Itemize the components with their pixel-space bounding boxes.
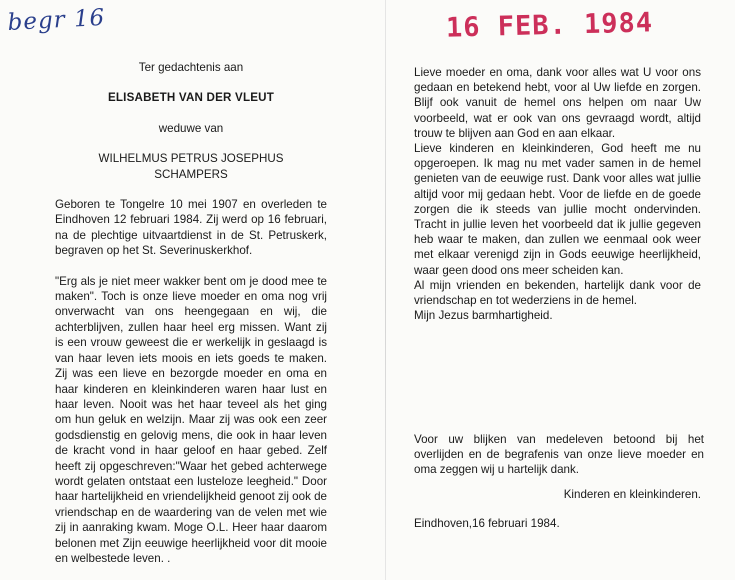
family-signature: Kinderen en kleinkinderen. <box>563 488 701 501</box>
right-page <box>414 65 701 323</box>
date-stamp: 16 FEB. 1984 <box>445 7 654 44</box>
husband-name: WILHELMUS PETRUS JOSEPHUS SCHAMPERS <box>98 152 284 181</box>
in-memory-heading: Ter gedachtenis aan <box>138 61 244 74</box>
handwritten-note: begr 16 <box>7 4 106 36</box>
closing-prayer: Mijn Jezus barmhartigheid. <box>414 309 553 323</box>
place-date: Eindhoven,16 februari 1984. <box>414 517 560 530</box>
left-page <box>55 60 327 566</box>
farewell-paragraph-1: Lieve moeder en oma, dank voor alles wat U voor ons gedaan en betekend hebt, voor al Uw liefde en zorgen. Blijf ook vanuit de hemel ons helpen om naar Uw voorbeeld, wat er ook van ons gevraagd wordt, altijd trouw te blijven aan God en aan elkaar. <box>414 66 701 140</box>
deceased-name: ELISABETH VAN DER VLEUT <box>107 91 275 105</box>
farewell-paragraph-2: Lieve kinderen en kleinkinderen, God heeft me nu opgeroepen. Ik mag nu met vader samen in de hemel genieten van de eeuwige rust. Dank voor alles wat jullie altijd voor mij gedaan hebt. Voor de liefde en de goede zorgen die ik steeds van jullie mocht ondervinden. Tracht in jullie leven het voorbeeld dat ik jullie gegeven heb waar te maken, dan zullen we eenmaal ook weer met elkaar verenigd zijn in Gods eeuwige heerlijkheid, waar geen dood ons meer scheiden kan. <box>414 142 701 277</box>
farewell-paragraph-3: Al mijn vrienden en bekenden, hartelijk dank voor de vriendschap en tot wederziens in de hemel. <box>414 278 701 308</box>
birth-death-paragraph: Geboren te Tongelre 10 mei 1907 en overleden te Eindhoven 12 februari 1984. Zij werd op 16 februari, na de plechtige uitvaartdienst in de St. Petruskerk, begraven op het St. Severinuskerkhof. <box>55 198 327 258</box>
widow-of-label: weduwe van <box>158 121 224 135</box>
tribute-paragraph: "Erg als je niet meer wakker bent om je dood mee te maken". Toch is onze lieve moeder en oma nog vrij onverwacht van ons heengegaan en wij, die achterblijven, zullen haar heel erg missen. Want zij is een vrouw geweest die er werkelijk in geslaagd is van haar leven iets moois en iets goeds te maken. Zij was een lieve en bezorgde moeder en oma en haar kinderen en kleinkinderen waren haar lust en haar leven. Nooit was het haar teveel als het ging om hun geluk en welzijn. Maar zij was ook een zeer godsdienstig en gelovig mens, die ook in haar leven de kracht vond in haar geloof en haar gebed. Zelf heeft zij opgeschreven:"Waar het gebed achterwege wordt gelaten ontstaat een lusteloze leegheid." Door haar hartelijkheid en vriendelijkheid genoot zij ook de vriendschap en de waardering van de velen met wie zij in aanraking kwam. Moge O.L. Heer haar daarom belonen met Zijn eeuwige heerlijkheid voor dit mooie en welbestede leven. . <box>55 274 327 565</box>
thanks-paragraph: Voor uw blijken van medeleven betoond bij het overlijden en de begrafenis van onze lieve moeder en oma zeggen wij u hartelijk dank. <box>414 433 704 477</box>
fold-line <box>385 0 386 580</box>
